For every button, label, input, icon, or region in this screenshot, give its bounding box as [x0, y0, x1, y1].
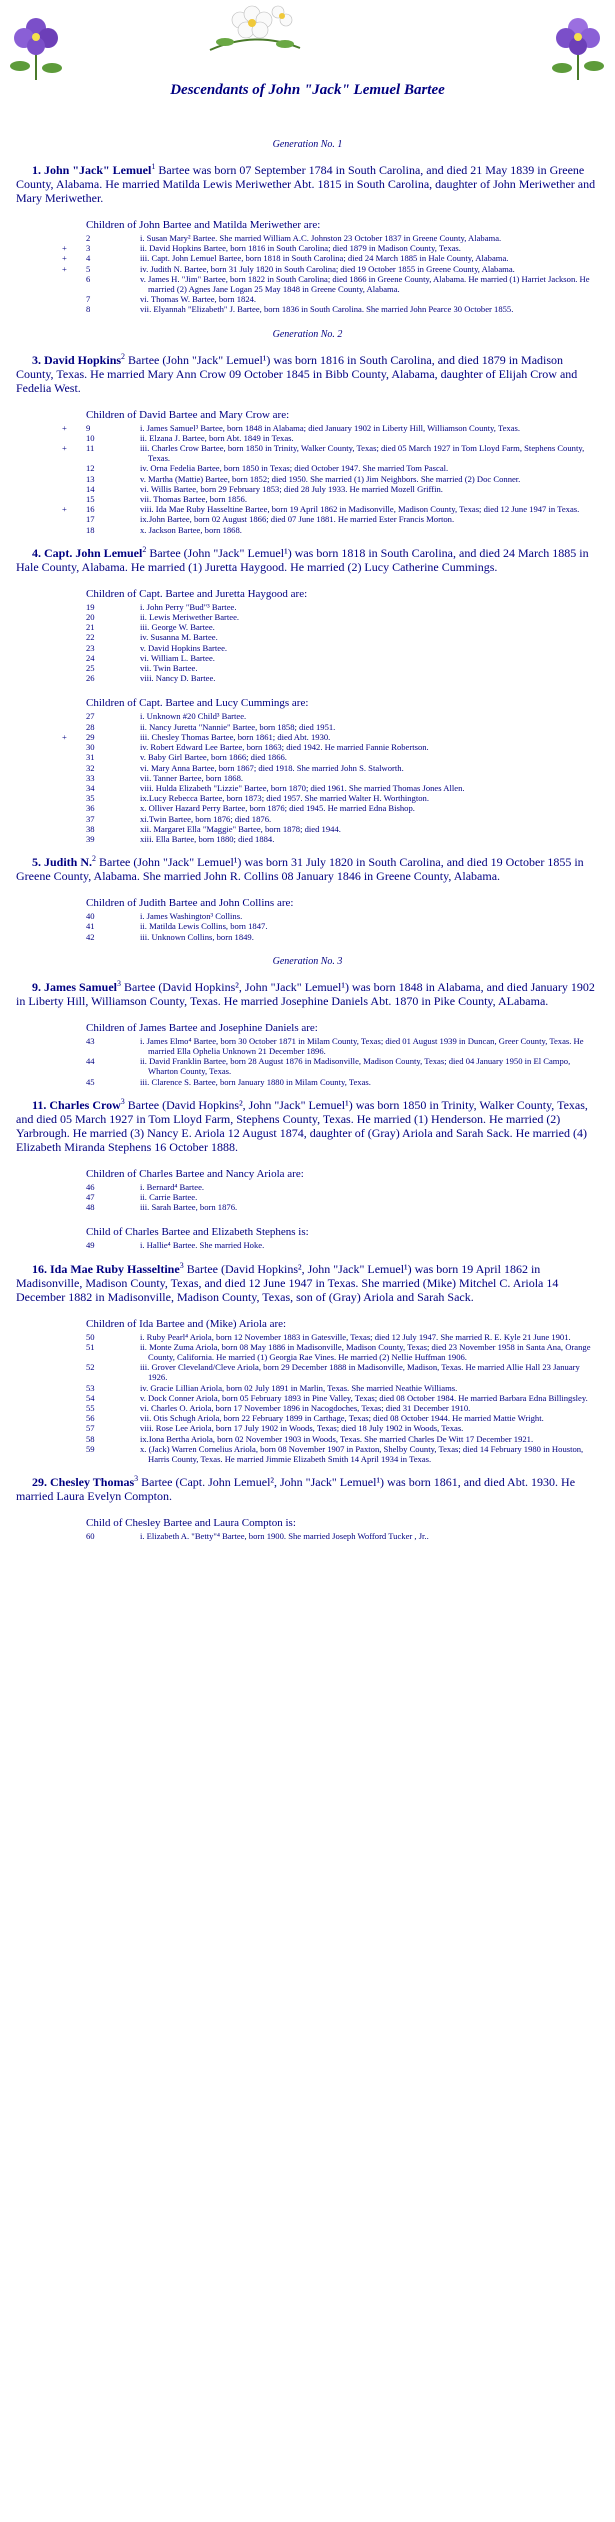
child-text: ii. Elzana J. Bartee, born Abt. 1849 in Texas. — [140, 432, 294, 443]
generation-index: 2 — [121, 351, 126, 361]
child-text: ix.John Bartee, born 02 August 1866; died 07 June 1881. He married Ester Francis Morton. — [140, 514, 455, 525]
child-row — [0, 1332, 615, 1342]
person-name: 1. John "Jack" Lemuel — [32, 163, 152, 177]
child-number: 34 — [86, 782, 95, 793]
child-text: viii. Hulda Elizabeth "Lizzie" Bartee, born 1870; died 1961. She married Thomas Jones Allen. — [140, 782, 465, 793]
generation-index: 3 — [120, 1096, 125, 1106]
child-text: ix.Iona Bertha Ariola, born 02 November 1903 in Woods, Texas. She married Charles De Witt 17 December 1921. — [140, 1433, 534, 1444]
child-text: x. Olliver Hazard Perry Bartee, born 1876; died 1945. He married Edna Bishop. — [140, 803, 415, 814]
child-row — [0, 423, 615, 433]
child-row — [0, 514, 615, 524]
person-name: 16. Ida Mae Ruby Hasseltine — [32, 1261, 180, 1276]
child-text: iv. Gracie Lillian Ariola, born 02 July 1891 in Marlin, Texas. She married Neathie Williams. — [140, 1382, 458, 1393]
child-row — [0, 1413, 615, 1423]
white-blossom-icon — [200, 0, 310, 62]
child-text: viii. Rose Lee Ariola, born 17 July 1902 in Woods, Texas; died 18 July 1902 in Woods, Texas. — [140, 1423, 464, 1434]
child-row — [0, 711, 615, 721]
generation-index: 3 — [134, 1474, 139, 1484]
person-details: Bartee (John "Jack" Lemuel¹) was born 1818 in South Carolina, and died 24 March 1885 in Hale County, Alabama. He married (1) Juretta Haygood. He married (2) Lucy Catherine Cummings. — [16, 545, 589, 574]
child-text: vii. Twin Bartee. — [140, 663, 198, 674]
person-entry — [16, 160, 599, 205]
child-row — [0, 1444, 615, 1464]
child-number: 41 — [86, 921, 95, 932]
child-number: 51 — [86, 1341, 95, 1352]
child-number: 17 — [86, 514, 95, 525]
person-entry — [16, 852, 599, 883]
child-number: 4 — [86, 253, 91, 264]
generation-heading: Generation No. 2 — [272, 328, 343, 340]
child-row — [0, 243, 615, 253]
child-row — [0, 1423, 615, 1433]
child-text: ii. David Hopkins Bartee, born 1816 in South Carolina; died 1879 in Madison County, Texas. — [140, 243, 461, 254]
child-text: iii. Clarence S. Bartee, born January 1880 in Milam County, Texas. — [140, 1076, 371, 1087]
generation-heading: Generation No. 1 — [272, 139, 343, 150]
child-row — [0, 814, 615, 824]
child-number: 38 — [86, 823, 95, 834]
person-name: 3. David Hopkins — [32, 352, 122, 367]
descendant-marker: + — [62, 443, 67, 454]
child-number: 13 — [86, 473, 95, 484]
children-heading: Children of John Bartee and Matilda Meriwether are: — [86, 219, 321, 231]
child-text: iii. Sarah Bartee, born 1876. — [140, 1202, 238, 1213]
child-number: 57 — [86, 1423, 95, 1434]
descendant-marker: + — [62, 422, 67, 433]
child-text: viii. Nancy D. Bartee. — [140, 673, 216, 684]
child-number: 20 — [86, 612, 95, 623]
child-number: 37 — [86, 813, 95, 824]
child-text: i. John Perry "Bud"³ Bartee. — [140, 601, 237, 612]
person-entry — [16, 1095, 599, 1154]
child-number: 11 — [86, 443, 95, 454]
child-number: 30 — [86, 742, 95, 753]
child-text: x. Jackson Bartee, born 1868. — [140, 524, 242, 535]
child-number: 39 — [86, 833, 95, 844]
child-row — [0, 612, 615, 622]
child-text: ii. Matilda Lewis Collins, born 1847. — [140, 921, 268, 932]
child-row — [0, 1362, 615, 1382]
child-text: vi. Willis Bartee, born 29 February 1853; died 28 July 1933. He married Mozell Griffin. — [140, 483, 443, 494]
child-text: xiii. Ella Bartee, born 1880; died 1884. — [140, 833, 275, 844]
children-heading: Children of Capt. Bartee and Juretta Haygood are: — [86, 587, 308, 600]
person-entry — [16, 543, 599, 574]
child-row — [0, 932, 615, 942]
child-row — [0, 1531, 615, 1541]
child-text: xi.Twin Bartee, born 1876; died 1876. — [140, 813, 272, 824]
child-number: 28 — [86, 721, 95, 732]
child-text: v. Martha (Mattie) Bartee, born 1852; died 1950. She married (1) Jim Neighbors. She married (2) Doc Conner. — [140, 473, 521, 484]
child-row — [0, 643, 615, 653]
child-text: vii. Thomas Bartee, born 1856. — [140, 494, 248, 505]
child-number: 14 — [86, 483, 95, 494]
child-number: 55 — [86, 1402, 95, 1413]
child-row — [0, 752, 615, 762]
child-row — [0, 673, 615, 683]
children-heading: Children of Ida Bartee and (Mike) Ariola are: — [86, 1317, 287, 1330]
generation-index: 3 — [117, 978, 121, 988]
child-row — [0, 1240, 615, 1250]
child-number: 42 — [86, 931, 95, 942]
child-number: 3 — [86, 243, 91, 254]
child-row — [0, 602, 615, 612]
child-number: 27 — [86, 711, 95, 722]
child-text: xii. Margaret Ella "Maggie" Bartee, born 1878; died 1944. — [140, 823, 341, 834]
child-row — [0, 732, 615, 742]
child-text: i. James Samuel³ Bartee, born 1848 in Alabama; died January 1902 in Liberty Hill, Williamson County, Texas. — [140, 422, 521, 433]
child-text: iii. Unknown Collins, born 1849. — [140, 931, 254, 942]
child-text: v. Baby Girl Bartee, born 1866; died 1866. — [140, 752, 287, 763]
child-row — [0, 834, 615, 844]
page-header — [0, 0, 615, 125]
child-text: iii. Charles Crow Bartee, born 1850 in Trinity, Walker County, Texas; died 05 March 1927 in Tom Lloyd Farm, Stephens County, Texas. — [140, 443, 585, 464]
child-number: 43 — [86, 1035, 95, 1046]
child-number: 32 — [86, 762, 95, 773]
child-number: 2 — [86, 233, 91, 243]
generation-section — [0, 329, 615, 942]
child-number: 29 — [86, 731, 95, 742]
child-text: iii. Grover Cleveland/Cleve Ariola, born 29 December 1888 in Madisonville, Madison, Texas. He married Allie Hall 23 January 1926. — [140, 1362, 580, 1383]
descendant-marker: + — [62, 263, 67, 274]
child-text: vi. Mary Anna Bartee, born 1867; died 1918. She married John S. Stalworth. — [140, 762, 404, 773]
child-row — [0, 484, 615, 494]
violet-flower-icon — [6, 10, 68, 82]
person-details: Bartee (John "Jack" Lemuel¹) was born 31 July 1820 in South Carolina, and died 19 October 1855 in Greene County, Alabama. She married John R. Collins 08 January 1846 in Greene County, Alabama. — [16, 855, 584, 884]
person-name: 4. Capt. John Lemuel — [32, 545, 143, 560]
child-text: vii. Elyannah "Elizabeth" J. Bartee, born 1836 in South Carolina. She married John Pearce 30 October 1855. — [140, 304, 514, 315]
child-text: i. James Washington³ Collins. — [140, 911, 243, 922]
child-row — [0, 824, 615, 834]
children-heading: Child of Chesley Bartee and Laura Compton is: — [86, 1517, 296, 1530]
child-number: 7 — [86, 294, 91, 305]
child-number: 44 — [86, 1056, 95, 1067]
child-row — [0, 443, 615, 463]
child-text: ix.Lucy Rebecca Bartee, born 1873; died 1957. She married Walter H. Worthington. — [140, 793, 429, 804]
child-row — [0, 911, 615, 921]
children-heading: Children of Capt. Bartee and Lucy Cummings are: — [86, 697, 309, 710]
child-number: 31 — [86, 752, 95, 763]
genealogy-content — [0, 139, 615, 1541]
child-number: 21 — [86, 622, 95, 633]
child-row — [0, 1434, 615, 1444]
child-text: vii. Otis Schugh Ariola, born 22 February 1899 in Carthage, Texas; died 08 October 1944. He married Mattie Wright. — [140, 1413, 544, 1424]
generation-index: 2 — [92, 854, 97, 864]
child-text: v. David Hopkins Bartee. — [140, 642, 228, 653]
child-row — [0, 622, 615, 632]
child-text: ii. Monte Zuma Ariola, born 08 May 1886 in Madisonville, Madison County, Texas; died 23 November 1958 in Santa Ana, Orange County, California. He married (1) Georgia Rae Vines. He married (2) Nellie Huffman 1906. — [140, 1341, 591, 1362]
child-number: 36 — [86, 803, 95, 814]
child-text: iv. Robert Edward Lee Bartee, born 1863; died 1942. He married Fannie Robertson. — [140, 742, 429, 753]
person-details: Bartee (Capt. John Lemuel², John "Jack" Lemuel¹) was born 1861, and died Abt. 1930. He married Laura Evelyn Compton. — [16, 1475, 576, 1504]
child-row — [0, 1192, 615, 1202]
child-number: 48 — [86, 1202, 95, 1213]
child-row — [0, 632, 615, 642]
child-text: v. James H. "Jim" Bartee, born 1822 in South Carolina; died 1866 in Greene County, Alabama. He married (1) Harriet Jackson. He married (2) Agnes Jane Logan 25 May 1848 in Greene County, Alabama. — [140, 273, 590, 295]
person-entry — [16, 350, 599, 395]
child-number: 5 — [86, 263, 91, 274]
child-text: iii. George W. Bartee. — [140, 622, 215, 633]
child-text: iii. Chesley Thomas Bartee, born 1861; died Abt. 1930. — [140, 731, 331, 742]
person-details: Bartee (John "Jack" Lemuel¹) was born 1816 in South Carolina, and died 1879 in Madison County, Texas. He married Mary Ann Crow 09 October 1845 in Bibb County, Alabama, daughter of Elijah Crow and Fedelia West. — [16, 352, 578, 395]
child-text: i. Hallie⁴ Bartee. She married Hoke. — [140, 1240, 265, 1251]
child-text: vi. Thomas W. Bartee, born 1824. — [140, 294, 257, 305]
child-text: viii. Ida Mae Ruby Hasseltine Bartee, born 19 April 1862 in Madisonville, Madison County, Texas; died 12 June 1947 in Texas. — [140, 504, 580, 515]
child-row — [0, 1077, 615, 1087]
child-text: i. Unknown #20 Child³ Bartee. — [140, 711, 247, 722]
descendant-marker: + — [62, 253, 67, 264]
children-heading: Children of James Bartee and Josephine Daniels are: — [86, 1021, 318, 1034]
child-row — [0, 763, 615, 773]
child-number: 59 — [86, 1443, 95, 1454]
child-row — [0, 433, 615, 443]
child-number: 18 — [86, 524, 95, 535]
page-title: Descendants of John "Jack" Lemuel Bartee — [170, 82, 445, 98]
generation-section — [0, 139, 615, 315]
child-row — [0, 1383, 615, 1393]
child-row — [0, 783, 615, 793]
child-row — [0, 253, 615, 263]
person-name: 5. Judith N. — [32, 855, 93, 870]
person-details: Bartee (David Hopkins², John "Jack" Lemuel¹) was born 1848 in Alabama, and died January 1902 in Liberty Hill, Williamson County, Texas. He married Josephine Daniels Abt. 1870 in Pike County, ALabama. — [16, 979, 595, 1008]
child-row — [0, 793, 615, 803]
child-number: 33 — [86, 772, 95, 783]
person-name: 29. Chesley Thomas — [32, 1475, 135, 1490]
child-row — [0, 1056, 615, 1076]
child-number: 47 — [86, 1191, 95, 1202]
child-row — [0, 504, 615, 514]
person-name: 11. Charles Crow — [32, 1097, 121, 1112]
descendant-marker: + — [62, 731, 67, 742]
child-row — [0, 1182, 615, 1192]
child-number: 6 — [86, 273, 91, 284]
child-number: 45 — [86, 1076, 95, 1087]
child-row — [0, 803, 615, 813]
person-details: Bartee (David Hopkins², John "Jack" Lemuel¹) was born 1850 in Trinity, Walker County, Texas, and died 05 March 1927 in Tom Lloyd Farm, Stephens County, Texas. He married (1) Henderson. He married (2) Yarbrough. He married (3) Nancy E. Ariola 12 August 1874, daughter of (Gray) Ariola and Sarah Sack. He married (4) Elizabeth Miranda Stephens 16 October 1888. — [16, 1097, 588, 1154]
child-number: 10 — [86, 432, 95, 443]
child-number: 25 — [86, 663, 95, 674]
child-text: ii. David Franklin Bartee, born 28 August 1876 in Madisonville, Madison County, Texas; died 04 January 1950 in El Campo, Wharton County, Texas. — [140, 1056, 571, 1077]
child-number: 23 — [86, 642, 95, 653]
child-row — [0, 304, 615, 314]
child-text: iv. Judith N. Bartee, born 31 July 1820 in South Carolina; died 19 October 1855 in Greene County, Alabama. — [140, 263, 515, 274]
child-row — [0, 264, 615, 274]
child-number: 46 — [86, 1181, 95, 1192]
child-row — [0, 494, 615, 504]
child-row — [0, 773, 615, 783]
violet-flower-icon — [548, 10, 610, 82]
person-entry — [16, 1472, 599, 1503]
generation-index: 3 — [179, 1260, 184, 1270]
person-details: Bartee (David Hopkins², John "Jack" Lemuel¹) was born 19 April 1862 in Madisonville, Madison County, Texas, and died 12 June 1947 in Texas. She married (Mike) Mitchel C. Ariola 14 December 1882 in Madisonville, Madison County, Texas, son of (Gray) Ariola and Sarah Sack. — [16, 1261, 559, 1304]
child-row — [0, 1036, 615, 1056]
child-text: ii. Nancy Juretta "Nannie" Bartee, born 1858; died 1951. — [140, 721, 336, 732]
child-text: i. Susan Mary² Bartee. She married William A.C. Johnston 23 October 1837 in Greene County, Alabama. — [140, 233, 502, 243]
children-heading: Children of David Bartee and Mary Crow are: — [86, 408, 290, 421]
child-number: 35 — [86, 793, 95, 804]
children-heading: Child of Charles Bartee and Elizabeth Stephens is: — [86, 1226, 309, 1239]
child-text: iii. Capt. John Lemuel Bartee, born 1818 in South Carolina; died 24 March 1885 in Hale County, Alabama. — [140, 253, 509, 264]
child-number: 8 — [86, 304, 91, 315]
child-text: x. (Jack) Warren Cornelius Ariola, born 08 November 1907 in Paxton, Shelby County, Texas; died 14 February 1980 in Houston, Harris County, Texas. He married Jimmie Elizabeth Smith 14 April 1934 in Texas. — [140, 1443, 584, 1464]
child-number: 52 — [86, 1362, 95, 1373]
child-number: 54 — [86, 1392, 95, 1403]
child-row — [0, 274, 615, 294]
child-text: iv. Orna Fedelia Bartee, born 1850 in Texas; died October 1947. She married Tom Pascal. — [140, 463, 449, 474]
child-number: 26 — [86, 673, 95, 684]
child-row — [0, 233, 615, 243]
child-number: 16 — [86, 504, 95, 515]
child-number: 58 — [86, 1433, 95, 1444]
descendant-marker: + — [62, 243, 67, 254]
child-row — [0, 1202, 615, 1212]
child-number: 56 — [86, 1413, 95, 1424]
child-row — [0, 663, 615, 673]
child-text: vi. Charles O. Ariola, born 17 November 1896 in Nacogdoches, Texas; died 31 December 1910. — [140, 1402, 471, 1413]
child-number: 15 — [86, 494, 95, 505]
child-number: 49 — [86, 1240, 95, 1251]
child-number: 22 — [86, 632, 95, 643]
child-row — [0, 653, 615, 663]
child-row — [0, 463, 615, 473]
person-details: Bartee was born 07 September 1784 in South Carolina, and died 21 May 1839 in Greene County, Alabama. He married Matilda Lewis Meriwether Abt. 1815 in South Carolina, daughter of John Meriwether and Mary Meriwether. — [16, 163, 596, 205]
child-text: iv. Susanna M. Bartee. — [140, 632, 218, 643]
child-row — [0, 294, 615, 304]
child-text: i. Bernard⁴ Bartee. — [140, 1181, 205, 1192]
child-number: 24 — [86, 652, 95, 663]
child-text: i. Ruby Pearl⁴ Ariola, born 12 November 1883 in Gatesville, Texas; died 12 July 1947. She married R. E. Kyle 21 June 1901. — [140, 1331, 571, 1342]
generation-section — [0, 956, 615, 1542]
child-text: i. Elizabeth A. "Betty"⁴ Bartee, born 1900. She married Joseph Wofford Tucker , Jr.. — [140, 1531, 429, 1542]
child-text: vi. William L. Bartee. — [140, 652, 215, 663]
children-heading: Children of Judith Bartee and John Collins are: — [86, 897, 294, 910]
child-row — [0, 1342, 615, 1362]
child-number: 53 — [86, 1382, 95, 1393]
child-row — [0, 921, 615, 931]
child-number: 12 — [86, 463, 95, 474]
generation-index: 1 — [151, 162, 156, 171]
child-row — [0, 742, 615, 752]
child-number: 19 — [86, 601, 95, 612]
child-text: i. James Elmo⁴ Bartee, born 30 October 1871 in Milam County, Texas; died 01 August 1939 in Duncan, Greer County, Texas. He married Ella Ophelia Unknown 21 December 1896. — [140, 1035, 584, 1056]
person-name: 9. James Samuel — [32, 979, 117, 994]
child-text: vii. Tanner Bartee, born 1868. — [140, 772, 244, 783]
child-number: 60 — [86, 1531, 95, 1542]
child-text: ii. Lewis Meriwether Bartee. — [140, 612, 240, 623]
child-row — [0, 722, 615, 732]
child-row — [0, 1393, 615, 1403]
child-text: v. Dock Conner Ariola, born 05 February 1893 in Pine Valley, Texas; died 08 October 1984. He married Barbara Edna Billingsley. — [140, 1392, 588, 1403]
child-row — [0, 1403, 615, 1413]
descendant-marker: + — [62, 504, 67, 515]
person-entry — [16, 977, 599, 1008]
child-number: 9 — [86, 422, 91, 433]
person-entry — [16, 1259, 599, 1304]
child-row — [0, 474, 615, 484]
children-heading: Children of Charles Bartee and Nancy Ariola are: — [86, 1167, 304, 1180]
generation-heading: Generation No. 3 — [272, 955, 343, 967]
child-number: 40 — [86, 911, 95, 922]
generation-index: 2 — [142, 544, 147, 554]
child-number: 50 — [86, 1331, 95, 1342]
child-row — [0, 525, 615, 535]
child-text: ii. Carrie Bartee. — [140, 1191, 198, 1202]
